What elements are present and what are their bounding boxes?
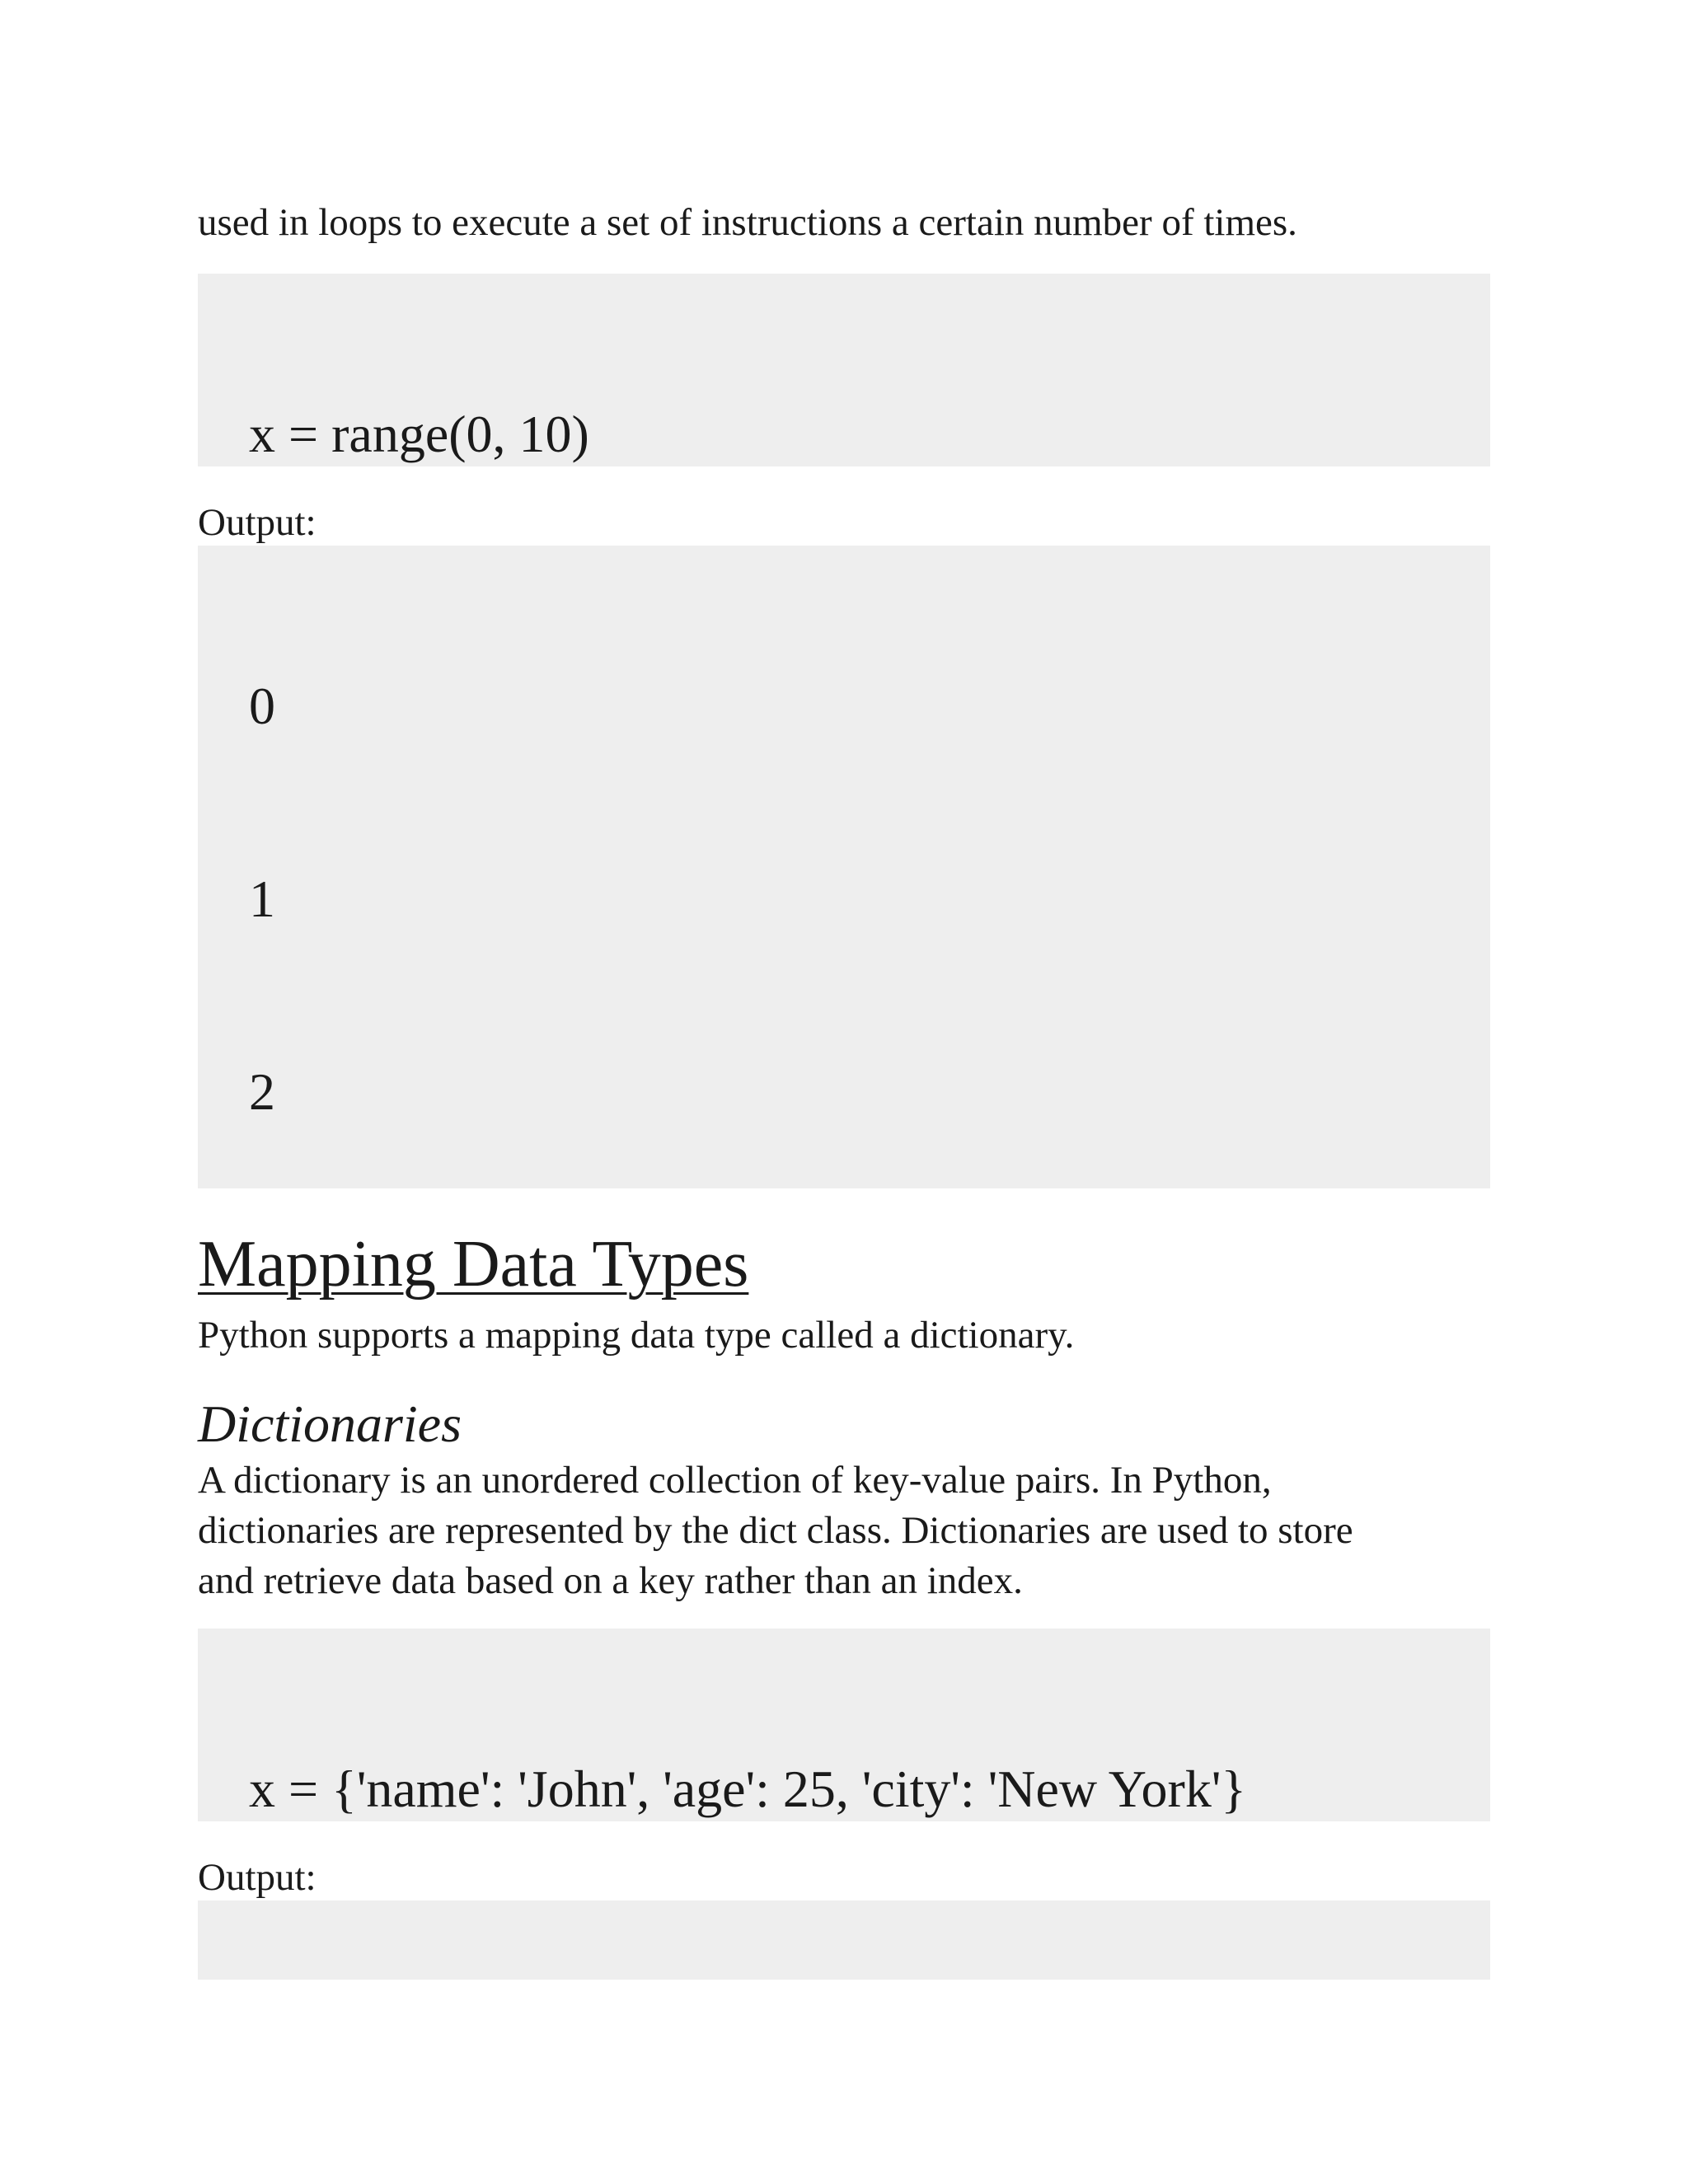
paragraph-line: A dictionary is an unordered collection of key-value pairs. In Python, <box>198 1459 1272 1502</box>
output-block-range <box>198 546 1490 1188</box>
intro-paragraph: used in loops to execute a set of instructions a certain number of times. <box>198 201 1297 244</box>
code-block-dict <box>198 1629 1490 1821</box>
code-line: x = {'name': 'John', 'age': 25, 'city': 'New York'} <box>249 1760 1247 1818</box>
output-line: 0 <box>249 677 275 735</box>
paragraph-line: and retrieve data based on a key rather than an index. <box>198 1559 1023 1602</box>
code-block-range <box>198 274 1490 466</box>
output-line: 1 <box>249 869 275 928</box>
paragraph-line: dictionaries are represented by the dict class. Dictionaries are used to store <box>198 1509 1353 1552</box>
subsection-heading: Dictionaries <box>198 1394 462 1453</box>
output-line: 2 <box>249 1062 275 1121</box>
output-block-dict <box>198 1900 1490 1980</box>
output-label: Output: <box>198 501 316 544</box>
document-page <box>198 0 1490 2184</box>
section-heading: Mapping Data Types <box>198 1228 749 1301</box>
output-label: Output: <box>198 1856 316 1899</box>
code-line: x = range(0, 10) <box>249 405 589 463</box>
subsection-paragraph <box>198 1455 1353 1606</box>
section-intro: Python supports a mapping data type called a dictionary. <box>198 1314 1075 1357</box>
